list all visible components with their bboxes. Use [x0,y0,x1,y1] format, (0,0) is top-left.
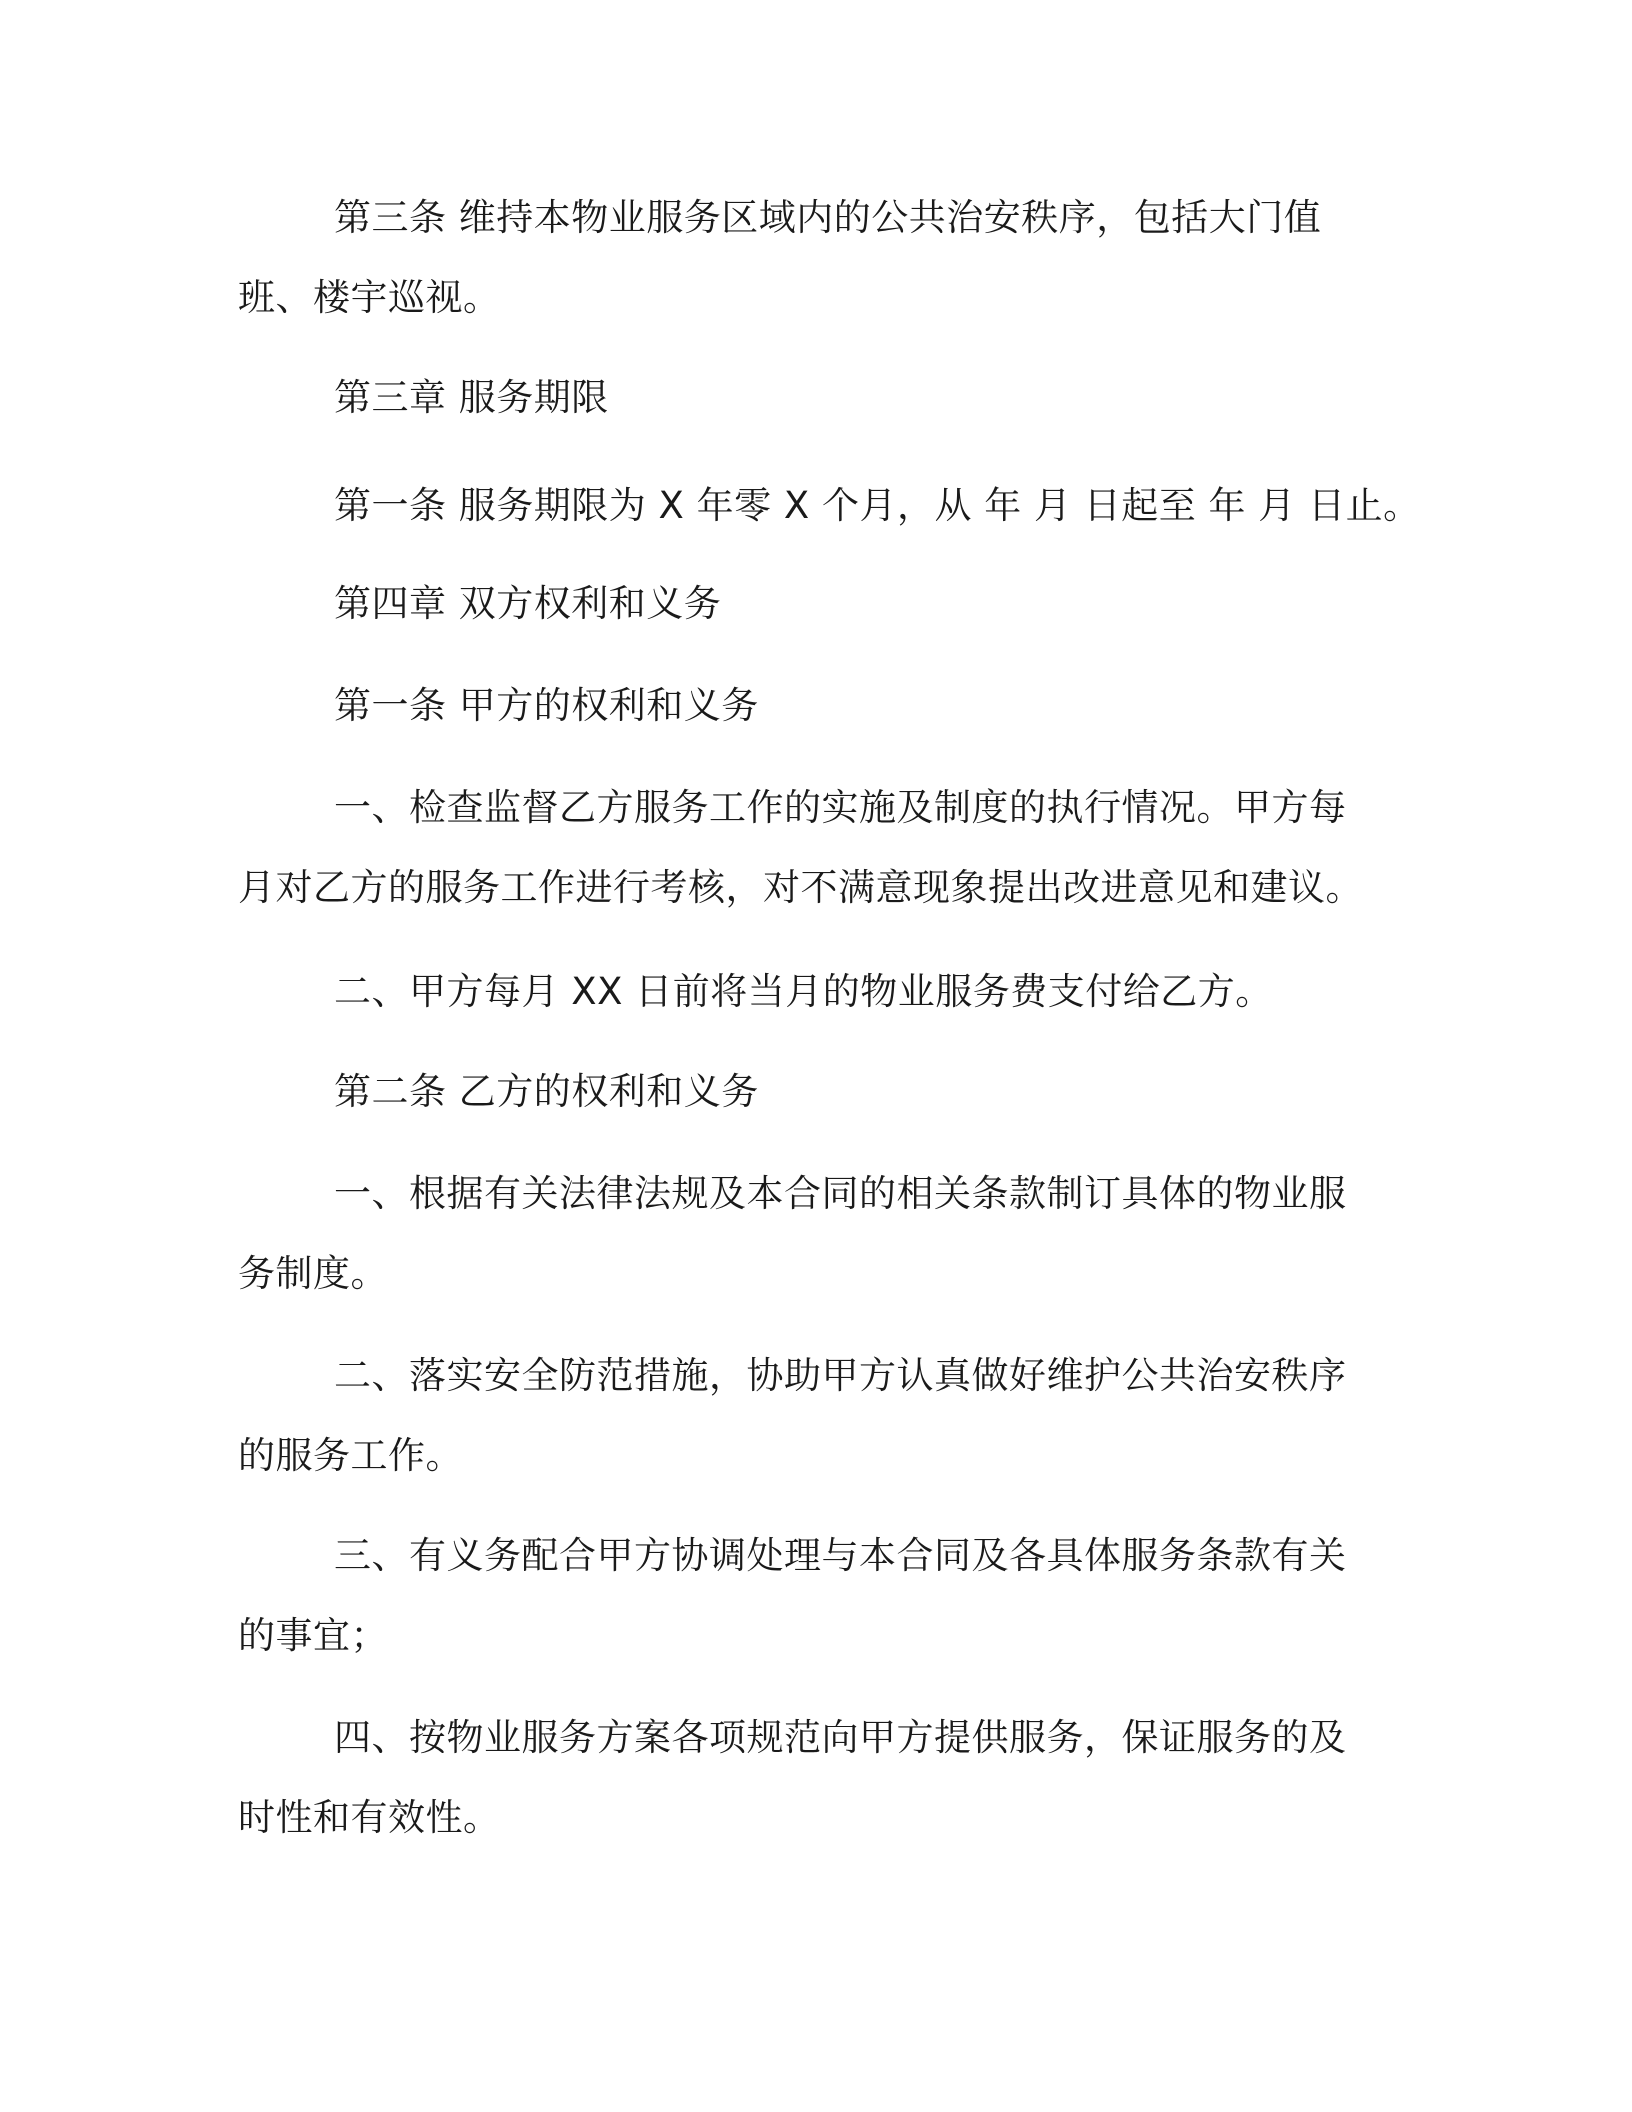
paragraph-service-term: 第一条 服务期限为 X 年零 X 个月，从 年 月 日起至 年 月 日止。 [334,484,1421,527]
paragraph-article-3-security: 第三条 维持本物业服务区域内的公共治安秩序，包括大门值班、楼宇巡视。 [238,196,1322,319]
paragraph-party-b-item-4: 四、按物业服务方案各项规范向甲方提供服务，保证服务的及时性和有效性。 [238,1716,1347,1839]
heading-party-a-rights: 第一条 甲方的权利和义务 [334,684,759,727]
paragraph-party-a-item-1: 一、检查监督乙方服务工作的实施及制度的执行情况。甲方每月对乙方的服务工作进行考核，对不满意现象提出改进意见和建议。 [238,786,1363,909]
paragraph-party-b-item-1: 一、根据有关法律法规及本合同的相关条款制订具体的物业服务制度。 [238,1172,1347,1295]
paragraph-party-b-item-2: 二、落实安全防范措施，协助甲方认真做好维护公共治安秩序的服务工作。 [238,1354,1347,1477]
paragraph-party-a-item-2: 二、甲方每月 XX 日前将当月的物业服务费支付给乙方。 [334,970,1273,1013]
heading-chapter-3: 第三章 服务期限 [334,376,609,419]
paragraph-party-b-item-3: 三、有义务配合甲方协调处理与本合同及各具体服务条款有关的事宜； [238,1534,1347,1657]
heading-chapter-4: 第四章 双方权利和义务 [334,582,722,625]
heading-party-b-rights: 第二条 乙方的权利和义务 [334,1070,759,1113]
